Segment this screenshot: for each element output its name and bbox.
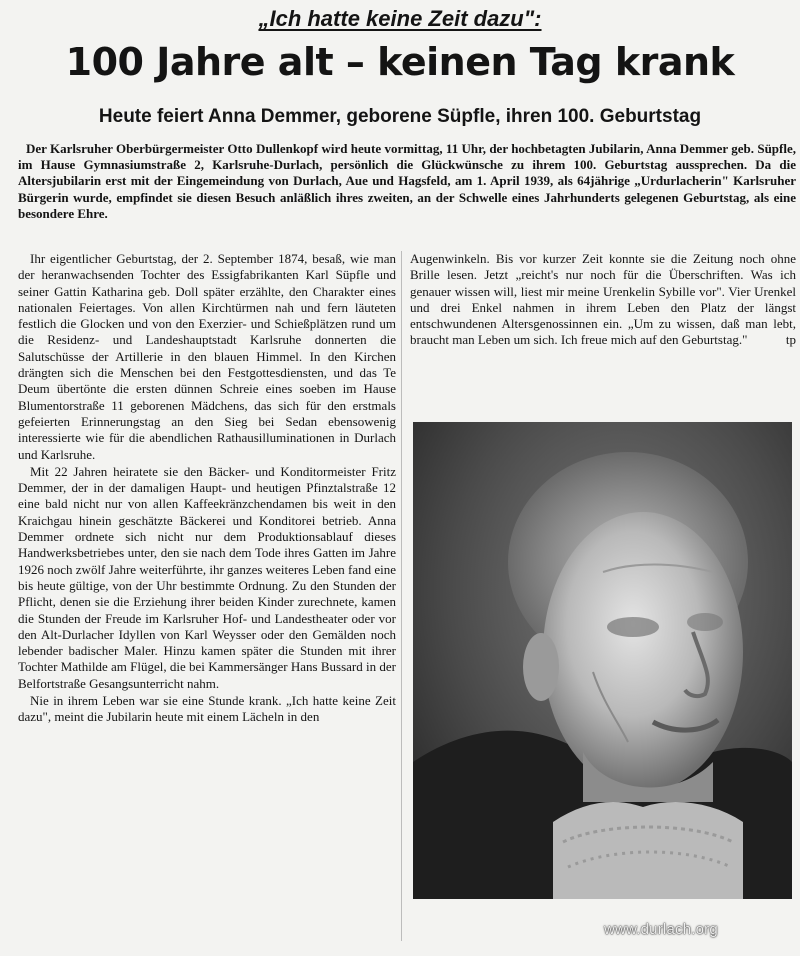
headline: 100 Jahre alt – keinen Tag krank — [65, 40, 735, 84]
body-paragraph — [410, 251, 796, 349]
body-column-left — [18, 251, 396, 951]
subheadline: Heute feiert Anna Demmer, geborene Süpfle, ihren 100. Geburtstag — [98, 106, 702, 127]
body-column-right — [410, 251, 796, 401]
body-text: Augenwinkeln. Bis vor kurzer Zeit konnte sie die Zeitung noch ohne Brille lesen. Jetzt „reicht's nur noch für die Überschriften. Was ich genauer wissen will, liest mir meine Urenkelin Sybille vor". Vier Urenkel und drei Enkel nahmen in ihrem Leben den Platz der längst entschwundenen Altersgenossinnen ein. „Um zu wissen, daß man lebt, braucht man Leben um sich. Ich freue mich auf den Geburtstag." — [410, 251, 796, 348]
lead-paragraph: Der Karlsruher Oberbürgermeister Otto Dullenkopf wird heute vormittag, 11 Uhr, der hochbetagten Jubilarin, Anna Demmer geb. Süpfle, im Hause Gymnasiumstraße 2, Karlsruhe-Durlach, persönlich die Glückwünsche zu ihrem 100. Geburtstag aussprechen. Da die Altersjubilarin erst mit der Eingemeindung von Durlach, Aue und Hagsfeld, am 1. April 1939, als 64jährige „Urdurlacherin" Karlsruher Bürgerin wurde, empfindet sie diesen Besuch anläßlich ihres zweiten, an der Schwelle eines Jahrhunderts gelegenen Geburtstag, als eine besondere Ehre. — [18, 141, 796, 221]
body-paragraph: Mit 22 Jahren heiratete sie den Bäcker- und Konditormeister Fritz Demmer, der in der damaligen Haupt- und heutigen Pfinztalstraße 12 eine bald nicht nur von allen Kaffeekränzchendamen bis weit in den Kraichgau hinein geschätzte Bäckerei und Konditorei betrieb. Anna Demmer ordnete sich nicht nur dem Produktionsablauf dieses Handwerksbetriebes unter, den sie nach dem Tode ihres Gatten im Jahre 1926 noch zwölf Jahre weiterführte, ihr ganzes weiteres Leben fand eine bis heute gültige, von der Uhr bestimmte Ordnung. Zu den Stunden der Pflicht, denen sie die Erziehung ihrer beiden Kinder zurechnete, kamen die Stunden der Freude im Karlsruher Hof- und Landestheater oder vor den Alt-Durlacher Idyllen von Karl Weysser oder den Gemälden noch lebender badischer Maler. Hinzu kamen später die Stunden mit ihrer Tochter Mathilde am Flügel, die bei Kammersänger Hans Bussard in der Belfortstraße Gesangsunterricht nahm. — [18, 463, 396, 691]
kicker: „Ich hatte keine Zeit dazu": — [258, 6, 542, 31]
portrait-photo — [413, 422, 792, 899]
author-signature: tp — [785, 332, 796, 348]
body-paragraph: Nie in ihrem Leben war sie eine Stunde krank. „Ich hatte keine Zeit dazu", meint die Jubilarin heute mit einem Lächeln in den — [18, 693, 396, 725]
body-paragraph: Ihr eigentlicher Geburtstag, der 2. September 1874, besaß, wie man der heranwachsenden Tochter des Essigfabrikanten Karl Süpfle und seiner Gattin Katharina geb. Doll später erzählte, den Charakter eines nationalen Feiertages. Von allen Kirchtürmen nah und fern läuteten festlich die Glocken und von den Exerzier- und Schießplätzen rund um die Residenz- und Landeshauptstadt Karlsruhe donnerten die Salutschüsse der Artillerie in den blauen Himmel. In den Kirchen drängten sich die Menschen bei den Festgottesdiensten, und das Te Deum übertönte die ersten dünnen Schreie eines soeben im Hause Blumentorstraße 11 geborenen Mädchens, das sich für den erstmals gefeierten Erinnerungstag an den Sieg bei Sedan ebensowenig interessierte wie für die abendlichen Rathausilluminationen in Durlach und Karlsruhe. — [18, 251, 396, 462]
column-divider — [401, 251, 402, 941]
portrait-photo-icon — [413, 422, 792, 899]
watermark: www.durlach.org — [604, 921, 718, 938]
